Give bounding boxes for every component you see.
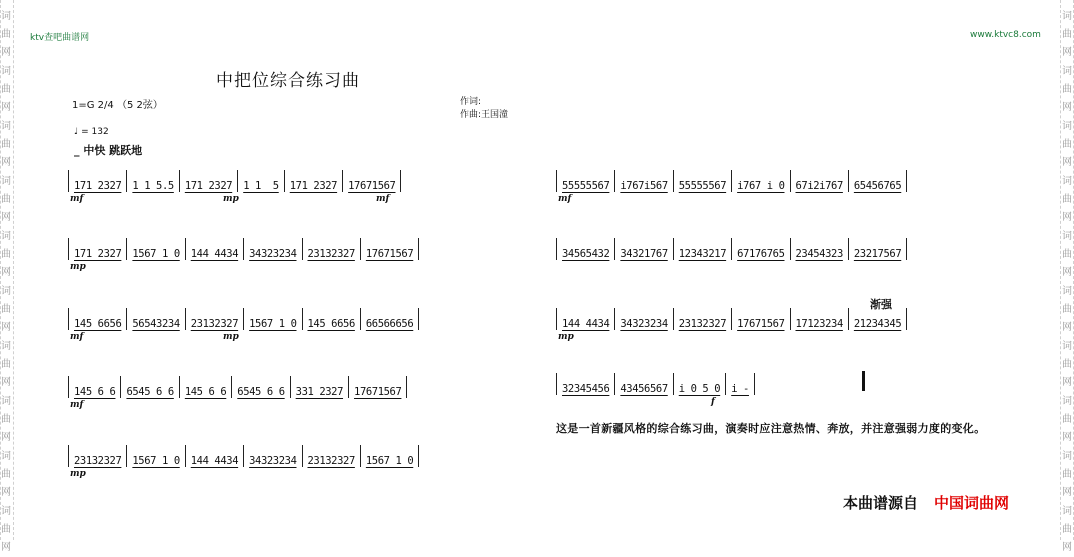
watermark-glyph: 词 曲 网	[1, 231, 11, 278]
measure: 21234345	[849, 308, 907, 330]
dynamic-marking: mp	[223, 194, 239, 204]
measure: 65456765	[849, 170, 907, 192]
watermark-glyph: 词 曲 网	[1062, 451, 1072, 498]
measure: 145 6656	[303, 308, 361, 330]
measure: 17671567	[361, 238, 419, 260]
measure: i767i567	[615, 170, 673, 192]
measure: 17671567	[732, 308, 790, 330]
measure: 1 1 5.5	[127, 170, 179, 192]
dynamic-marking: mp	[70, 262, 86, 272]
measure: 32345456	[556, 373, 615, 395]
measure: 43456567	[615, 373, 673, 395]
measure: 17671567	[349, 376, 407, 398]
measure: 171 2327	[180, 170, 238, 192]
score-title: 中把位综合练习曲	[216, 71, 360, 91]
lyricist: 作词:	[460, 97, 482, 107]
measure: 1567 1 0	[127, 445, 185, 467]
measure: 56543234	[127, 308, 185, 330]
watermark-glyph: 词 曲 网	[1, 66, 11, 113]
measure: 145 6 6	[180, 376, 232, 398]
measure: 144 4434	[186, 238, 244, 260]
measure: 171 2327	[68, 170, 127, 192]
header-right-url[interactable]: www.ktvc8.com	[970, 30, 1041, 40]
measure: 67i2i767	[791, 170, 849, 192]
tempo-marking: ♩ = 132	[74, 127, 109, 137]
measure: 23132327	[68, 445, 127, 467]
measure: i -	[726, 373, 755, 395]
dynamic-marking: mf	[70, 194, 84, 204]
measure: 6545 6 6	[121, 376, 179, 398]
watermark-glyph: 词 曲 网	[1, 451, 11, 498]
measure: 1567 1 0	[127, 238, 185, 260]
watermark-glyph: 词 曲 网	[1, 341, 11, 388]
measure: 23132327	[303, 238, 361, 260]
watermark-glyph: 词 曲 网	[1, 506, 11, 553]
measure: 12343217	[674, 238, 732, 260]
measure: 331 2327	[291, 376, 349, 398]
measure: i 0 5 0	[674, 373, 726, 395]
performance-note: 这是一首新疆风格的综合练习曲，演奏时应注意热情、奔放，并注意强弱力度的变化。	[556, 422, 986, 435]
staff-line	[556, 168, 907, 192]
watermark-glyph: 词 曲 网	[1, 11, 11, 58]
watermark-glyph: 词 曲 网	[1, 121, 11, 168]
dynamic-marking: mp	[223, 332, 239, 342]
watermark-glyph: 词 曲 网	[1062, 286, 1072, 333]
source-label: 本曲谱源自	[843, 494, 919, 512]
staff-line	[556, 236, 907, 260]
watermark-glyph: 词 曲 网	[1062, 506, 1072, 553]
watermark-glyph: 词 曲 网	[1, 396, 11, 443]
measure: 6545 6 6	[232, 376, 290, 398]
watermark-glyph: 词 曲 网	[1, 286, 11, 333]
measure: 171 2327	[285, 170, 343, 192]
staff-line	[68, 374, 407, 398]
watermark-glyph: 词 曲 网	[1062, 11, 1072, 58]
measure: 23132327	[674, 308, 732, 330]
header-left-url[interactable]: ktv查吧曲谱网	[30, 33, 90, 43]
crescendo-marking: 渐强	[870, 298, 892, 311]
dynamic-marking: mf	[70, 332, 84, 342]
dynamic-marking: mf	[70, 400, 84, 410]
measure: 17671567	[343, 170, 401, 192]
measure: 66566656	[361, 308, 419, 330]
dynamic-marking: mp	[70, 469, 86, 479]
measure: 1567 1 0	[244, 308, 302, 330]
watermark-glyph: 词 曲 网	[1062, 396, 1072, 443]
measure: 23132327	[186, 308, 244, 330]
composer: 作曲:王国潼	[460, 110, 509, 120]
measure: 23132327	[303, 445, 361, 467]
dynamic-marking: mf	[558, 194, 572, 204]
staff-line	[556, 306, 907, 330]
measure: 34321767	[615, 238, 673, 260]
measure: 23217567	[849, 238, 907, 260]
measure: 145 6656	[68, 308, 127, 330]
measure: 55555567	[674, 170, 732, 192]
dynamic-marking: mf	[376, 194, 390, 204]
staff-line	[68, 236, 419, 260]
measure: 55555567	[556, 170, 615, 192]
source-credit	[843, 492, 1009, 513]
measure: 34323234	[244, 238, 302, 260]
watermark-glyph: 词 曲 网	[1062, 231, 1072, 278]
measure: 34323234	[615, 308, 673, 330]
measure: 144 4434	[186, 445, 244, 467]
expression-marking: _ 中快 跳跃地	[74, 144, 143, 157]
credits	[460, 96, 508, 122]
measure: 145 6 6	[68, 376, 121, 398]
final-barline	[862, 371, 865, 391]
measure: 67176765	[732, 238, 790, 260]
staff-line	[68, 443, 419, 467]
measure: 171 2327	[68, 238, 127, 260]
watermark-glyph: 词 曲 网	[1062, 341, 1072, 388]
watermark-glyph: 词 曲 网	[1062, 121, 1072, 168]
measure: 1 1 5	[238, 170, 285, 192]
measure: 17123234	[791, 308, 849, 330]
measure: 34565432	[556, 238, 615, 260]
staff-line	[68, 168, 401, 192]
measure: 23454323	[791, 238, 849, 260]
key-signature: 1=G 2/4 （5 2弦）	[72, 100, 163, 111]
watermark-glyph: 词 曲 网	[1062, 66, 1072, 113]
staff-line	[68, 306, 419, 330]
watermark-glyph: 词 曲 网	[1062, 176, 1072, 223]
watermark-glyph: 词 曲 网	[1, 176, 11, 223]
measure: 144 4434	[556, 308, 615, 330]
measure: 1567 1 0	[361, 445, 419, 467]
staff-line	[556, 371, 755, 395]
measure: i767 i 0	[732, 170, 790, 192]
dynamic-marking: f	[711, 397, 715, 407]
source-site-name[interactable]: 中国词曲网	[934, 494, 1010, 512]
dynamic-marking: mp	[558, 332, 574, 342]
measure: 34323234	[244, 445, 302, 467]
